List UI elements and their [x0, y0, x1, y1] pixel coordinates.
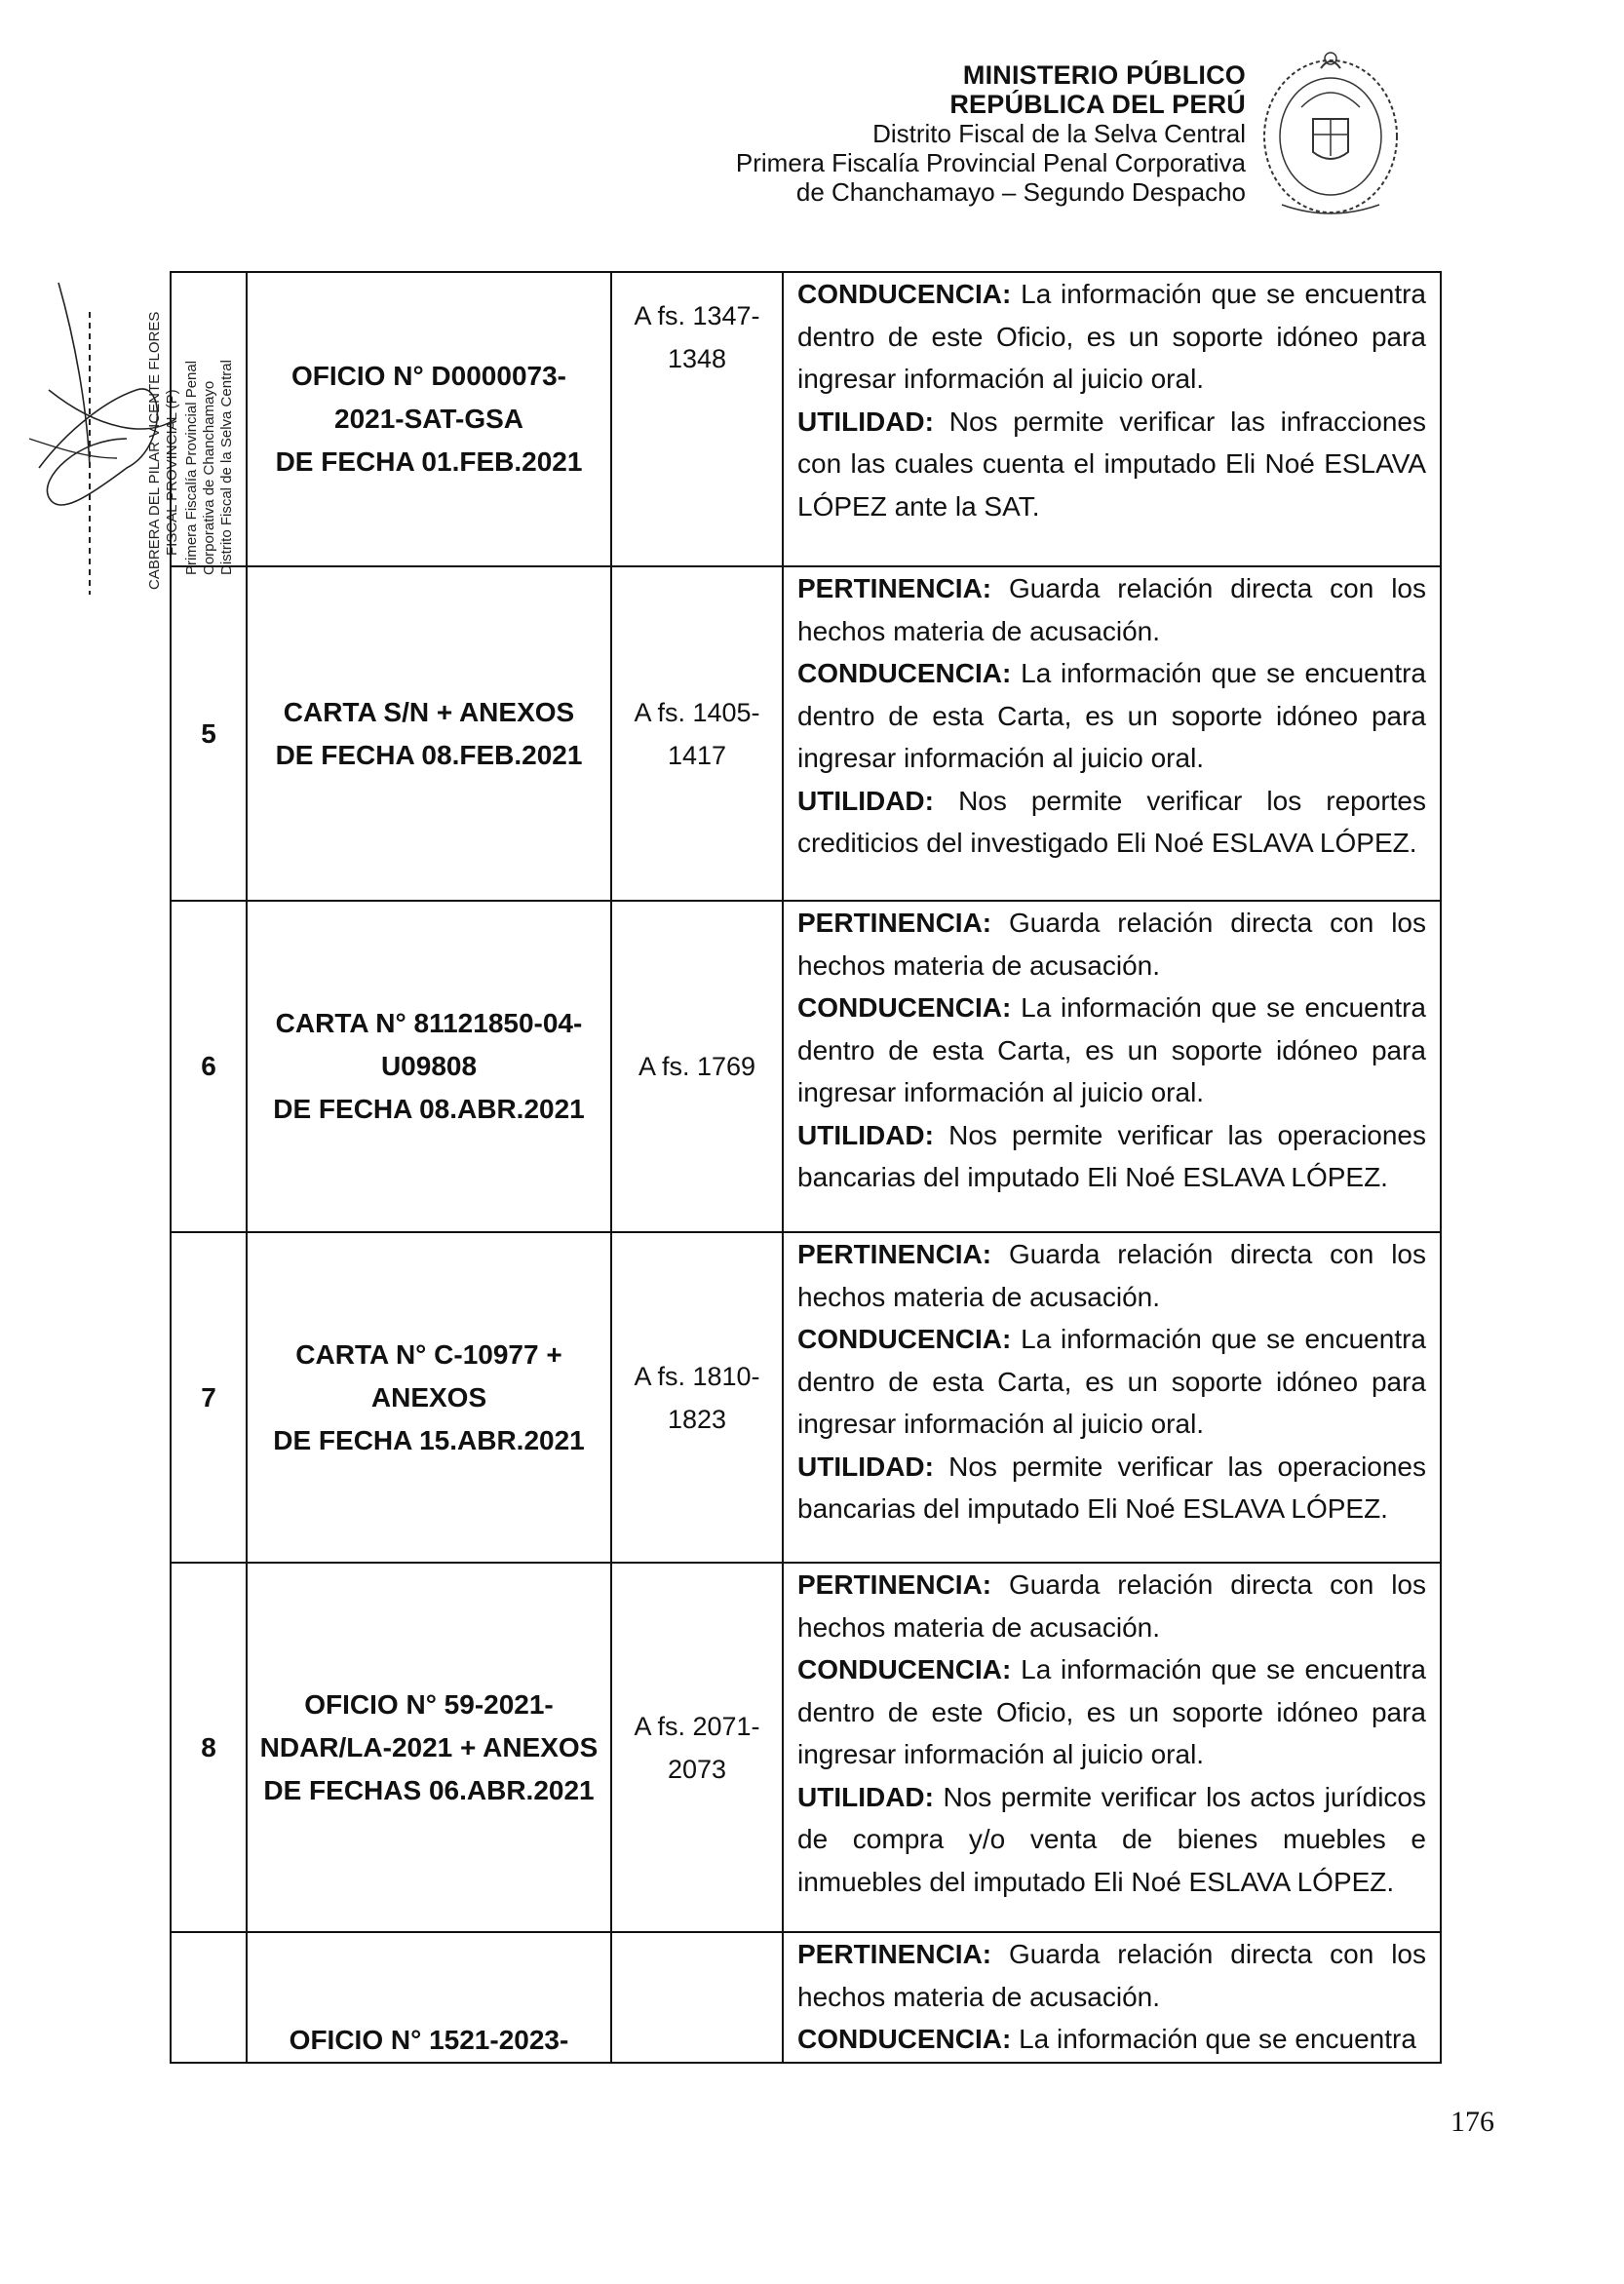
justification-label: CONDUCENCIA:: [797, 658, 1012, 688]
document-title-line: OFICIO N° 1521-2023-: [289, 2025, 569, 2055]
folio-line: A fs. 1347-: [634, 301, 760, 330]
document-title-line: U09808: [380, 1051, 478, 1081]
document-title-line: [248, 1933, 610, 1976]
justification-cell: [783, 1932, 1441, 2063]
document-title-line: CARTA N° 81121850-04-: [275, 1008, 583, 1038]
folio-line: A fs. 1769: [638, 1052, 756, 1081]
folio-cell: [611, 272, 783, 566]
official-seal-icon: [1253, 29, 1409, 224]
justification-paragraph: [797, 401, 1426, 528]
document-title-cell: [247, 901, 611, 1232]
justification-paragraph: [797, 652, 1426, 780]
justification-text: Nos permite verificar los actos jurídicos de compra y/o venta de bienes muebles e inmuebles del imputado Eli Noé ESLAVA LÓPEZ.: [797, 1781, 1427, 1897]
folio-cell: [611, 566, 783, 901]
justification-text: La información que se encuentra dentro de este Oficio, es un soporte idóneo para ingresar información al juicio oral.: [797, 1654, 1426, 1769]
justification-paragraph: [797, 780, 1426, 865]
justification-paragraph: [797, 1318, 1426, 1446]
justification-label: PERTINENCIA:: [797, 1239, 992, 1269]
row-number: [171, 272, 247, 566]
justification-label: UTILIDAD:: [797, 1451, 934, 1482]
justification-paragraph: [797, 902, 1426, 987]
justification-label: CONDUCENCIA:: [797, 992, 1012, 1023]
row-number: 6: [171, 901, 247, 1232]
header-district: Distrito Fiscal de la Selva Central: [872, 119, 1246, 148]
header-country: REPÚBLICA DEL PERÚ: [949, 90, 1246, 119]
stamp-signer: CABRERA DEL PILAR VICENTE FLORES: [146, 311, 163, 590]
table-row: [171, 1932, 1441, 2063]
stamp-office: Primera Fiscalía Provincial Penal: [183, 360, 200, 575]
justification-paragraph: [797, 1114, 1426, 1199]
justification-text: Nos permite verificar las operaciones bancarias del imputado Eli Noé ESLAVA LÓPEZ.: [797, 1451, 1427, 1524]
justification-label: UTILIDAD:: [797, 1119, 934, 1150]
justification-label: PERTINENCIA:: [797, 573, 992, 603]
justification-label: PERTINENCIA:: [797, 1939, 992, 1969]
table-row: [171, 901, 1441, 1232]
folio-cell: [611, 1563, 783, 1932]
stamp-office-2: Corporativa de Chanchamayo: [201, 380, 217, 575]
table-row: [171, 566, 1441, 901]
folio-line: 1348: [667, 344, 727, 373]
folio-line: A fs. 2071-: [634, 1711, 760, 1741]
justification-label: CONDUCENCIA:: [797, 279, 1012, 309]
document-title-line: DE FECHA 08.FEB.2021: [275, 739, 583, 770]
table-row: [171, 1232, 1441, 1563]
justification-paragraph: [797, 1446, 1426, 1530]
document-title-line: DE FECHA 01.FEB.2021: [275, 446, 583, 477]
justification-cell: [783, 272, 1441, 566]
justification-label: CONDUCENCIA:: [797, 2024, 1012, 2054]
justification-paragraph: [797, 2018, 1426, 2061]
folio-line: A fs. 1810-: [634, 1361, 760, 1391]
justification-label: UTILIDAD:: [797, 406, 934, 437]
justification-text: Nos permite verificar los reportes crediticios del investigado Eli Noé ESLAVA LÓPEZ.: [797, 785, 1426, 858]
folio-cell: [611, 1932, 783, 2063]
document-title-line: DE FECHAS 06.ABR.2021: [263, 1774, 595, 1805]
document-title-cell: [247, 566, 611, 901]
document-title-line: DE FECHA 08.ABR.2021: [273, 1094, 585, 1124]
justification-cell: [783, 1232, 1441, 1563]
header-ministry: MINISTERIO PÚBLICO: [962, 60, 1246, 90]
justification-text: La información que se encuentra dentro de esta Carta, es un soporte idóneo para ingresar información al juicio oral.: [797, 992, 1426, 1107]
folio-cell: [611, 901, 783, 1232]
justification-cell: [783, 901, 1441, 1232]
justification-text: Nos permite verificar las operaciones bancarias del imputado Eli Noé ESLAVA LÓPEZ.: [797, 1119, 1427, 1192]
document-title-line: CARTA S/N + ANEXOS: [283, 696, 575, 727]
document-title-line: NDAR/LA-2021 + ANEXOS: [259, 1731, 599, 1762]
justification-cell: [783, 1563, 1441, 1932]
folio-line: A fs. 1405-: [634, 697, 760, 727]
header-office-dispatch: de Chanchamayo – Segundo Despacho: [795, 177, 1246, 207]
row-number: [171, 1932, 247, 2063]
justification-label: UTILIDAD:: [797, 1781, 934, 1812]
table-row: [171, 1563, 1441, 1932]
stamp-district: Distrito Fiscal de la Selva Central: [218, 360, 235, 575]
justification-paragraph: [797, 273, 1426, 401]
document-title-line: OFICIO N° 59-2021-: [304, 1688, 554, 1720]
justification-text: Guarda relación directa con los hechos materia de acusación.: [797, 573, 1426, 646]
document-title-line: ANEXOS: [370, 1381, 487, 1413]
justification-paragraph: [797, 1933, 1426, 2018]
justification-label: CONDUCENCIA:: [797, 1324, 1012, 1354]
row-number: 5: [171, 566, 247, 901]
justification-paragraph: [797, 1564, 1426, 1648]
document-title-line: DE FECHA 15.ABR.2021: [273, 1424, 585, 1455]
justification-paragraph: [797, 1233, 1426, 1318]
document-title-cell: [247, 1563, 611, 1932]
folio-line: 1823: [667, 1404, 727, 1434]
justification-text: La información que se encuentra dentro de este Oficio, es un soporte idóneo para ingresar información al juicio oral.: [797, 279, 1426, 394]
header-office: Primera Fiscalía Provincial Penal Corporativa: [735, 148, 1246, 177]
justification-paragraph: [797, 1776, 1426, 1904]
justification-paragraph: [797, 1648, 1426, 1776]
document-header: [736, 60, 1246, 207]
document-title-line: [248, 1976, 610, 2019]
evidence-table: [170, 271, 1442, 2064]
justification-label: CONDUCENCIA:: [797, 1654, 1012, 1684]
page-number: 176: [1450, 2106, 1494, 2138]
justification-cell: [783, 566, 1441, 901]
justification-text: La información que se encuentra dentro de esta Carta, es un soporte idóneo para ingresar información al juicio oral.: [797, 1324, 1426, 1439]
justification-text: Guarda relación directa con los hechos materia de acusación.: [797, 1569, 1426, 1643]
justification-label: PERTINENCIA:: [797, 908, 992, 938]
document-title-line: 2021-SAT-GSA: [334, 404, 523, 434]
justification-paragraph: [797, 987, 1426, 1114]
justification-text: Nos permite verificar las infracciones con las cuales cuenta el imputado Eli Noé ESLAVA LÓPEZ ante la SAT.: [797, 406, 1426, 522]
document-title-line: OFICIO N° D0000073-: [291, 361, 566, 391]
document-title-cell: [247, 1232, 611, 1563]
folio-cell: [611, 1232, 783, 1563]
justification-text: La información que se encuentra: [1019, 2024, 1416, 2054]
justification-text: La información que se encuentra dentro de esta Carta, es un soporte idóneo para ingresar información al juicio oral.: [797, 658, 1426, 773]
folio-line: 1417: [667, 740, 727, 770]
justification-label: PERTINENCIA:: [797, 1569, 992, 1600]
row-number: 8: [171, 1563, 247, 1932]
row-number: 7: [171, 1232, 247, 1563]
justification-label: UTILIDAD:: [797, 785, 934, 816]
justification-text: Guarda relación directa con los hechos materia de acusación.: [797, 908, 1426, 981]
document-title-cell: [247, 1932, 611, 2063]
stamp-role: FISCAL PROVINCIAL (P): [164, 389, 180, 556]
document-title-line: CARTA N° C-10977 +: [295, 1338, 562, 1370]
justification-paragraph: [797, 567, 1426, 652]
justification-text: Guarda relación directa con los hechos materia de acusación.: [797, 1239, 1426, 1312]
document-title-cell: [247, 272, 611, 566]
table-row: [171, 272, 1441, 566]
justification-text: Guarda relación directa con los hechos materia de acusación.: [797, 1939, 1426, 2012]
folio-line: 2073: [667, 1754, 727, 1784]
